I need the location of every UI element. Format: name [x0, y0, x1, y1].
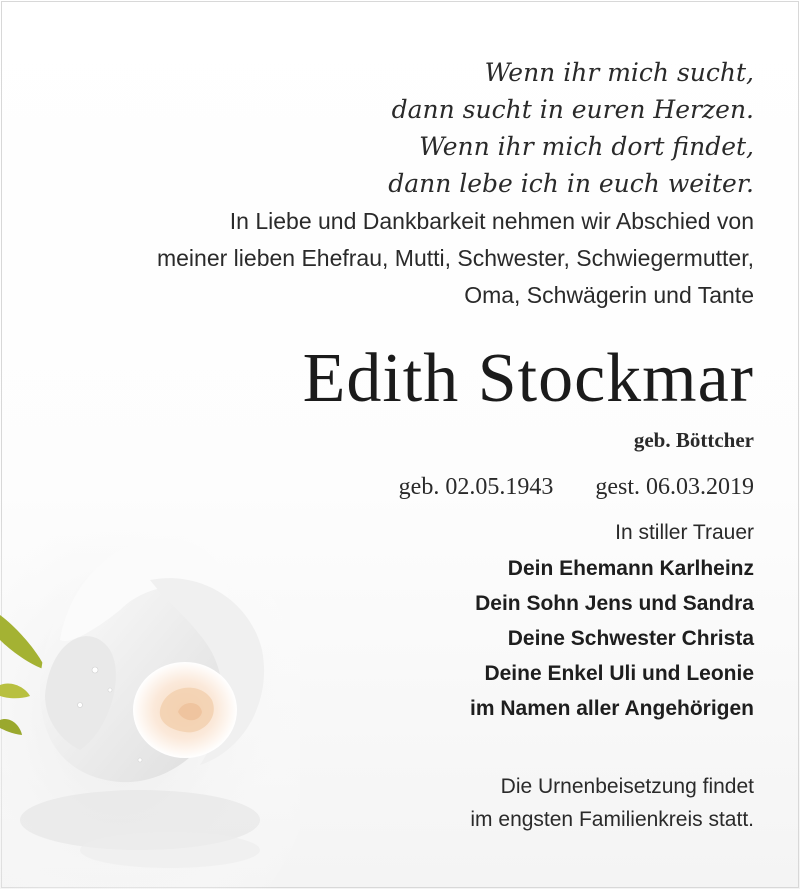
poem-line: dann lebe ich in euch weiter.: [388, 169, 754, 198]
mourner-line: Deine Schwester Christa: [507, 627, 754, 650]
intro-line: meiner lieben Ehefrau, Mutti, Schwester, Schwiegermutter,: [156, 245, 754, 271]
deceased-name: Edith Stockmar: [302, 340, 754, 417]
memorial-poem: [388, 54, 754, 202]
burial-line: Die Urnenbeisetzung findet: [500, 775, 754, 798]
poem-line: Wenn ihr mich dort findet,: [419, 132, 754, 161]
mourner-line: im Namen aller Angehörigen: [470, 697, 754, 720]
death-date: gest. 06.03.2019: [595, 474, 754, 500]
poem-line: dann sucht in euren Herzen.: [391, 95, 754, 124]
intro-line: In Liebe und Dankbarkeit nehmen wir Abschied von: [229, 208, 754, 234]
burial-line: im engsten Familienkreis statt.: [470, 808, 754, 831]
mourner-line: Dein Ehemann Karlheinz: [507, 557, 754, 580]
birth-date: geb. 02.05.1943: [398, 474, 554, 500]
mourner-line: Deine Enkel Uli und Leonie: [484, 662, 754, 685]
farewell-intro: [34, 203, 754, 314]
white-rose-image: [0, 520, 300, 889]
mourners-list: [470, 551, 754, 726]
poem-line: Wenn ihr mich sucht,: [484, 58, 754, 87]
burial-note: [470, 770, 754, 836]
mourning-heading: In stiller Trauer: [615, 521, 754, 544]
intro-line: Oma, Schwägerin und Tante: [464, 282, 754, 308]
maiden-name: geb. Böttcher: [633, 428, 754, 452]
life-dates: [399, 471, 754, 503]
mourner-line: Dein Sohn Jens und Sandra: [475, 592, 754, 615]
